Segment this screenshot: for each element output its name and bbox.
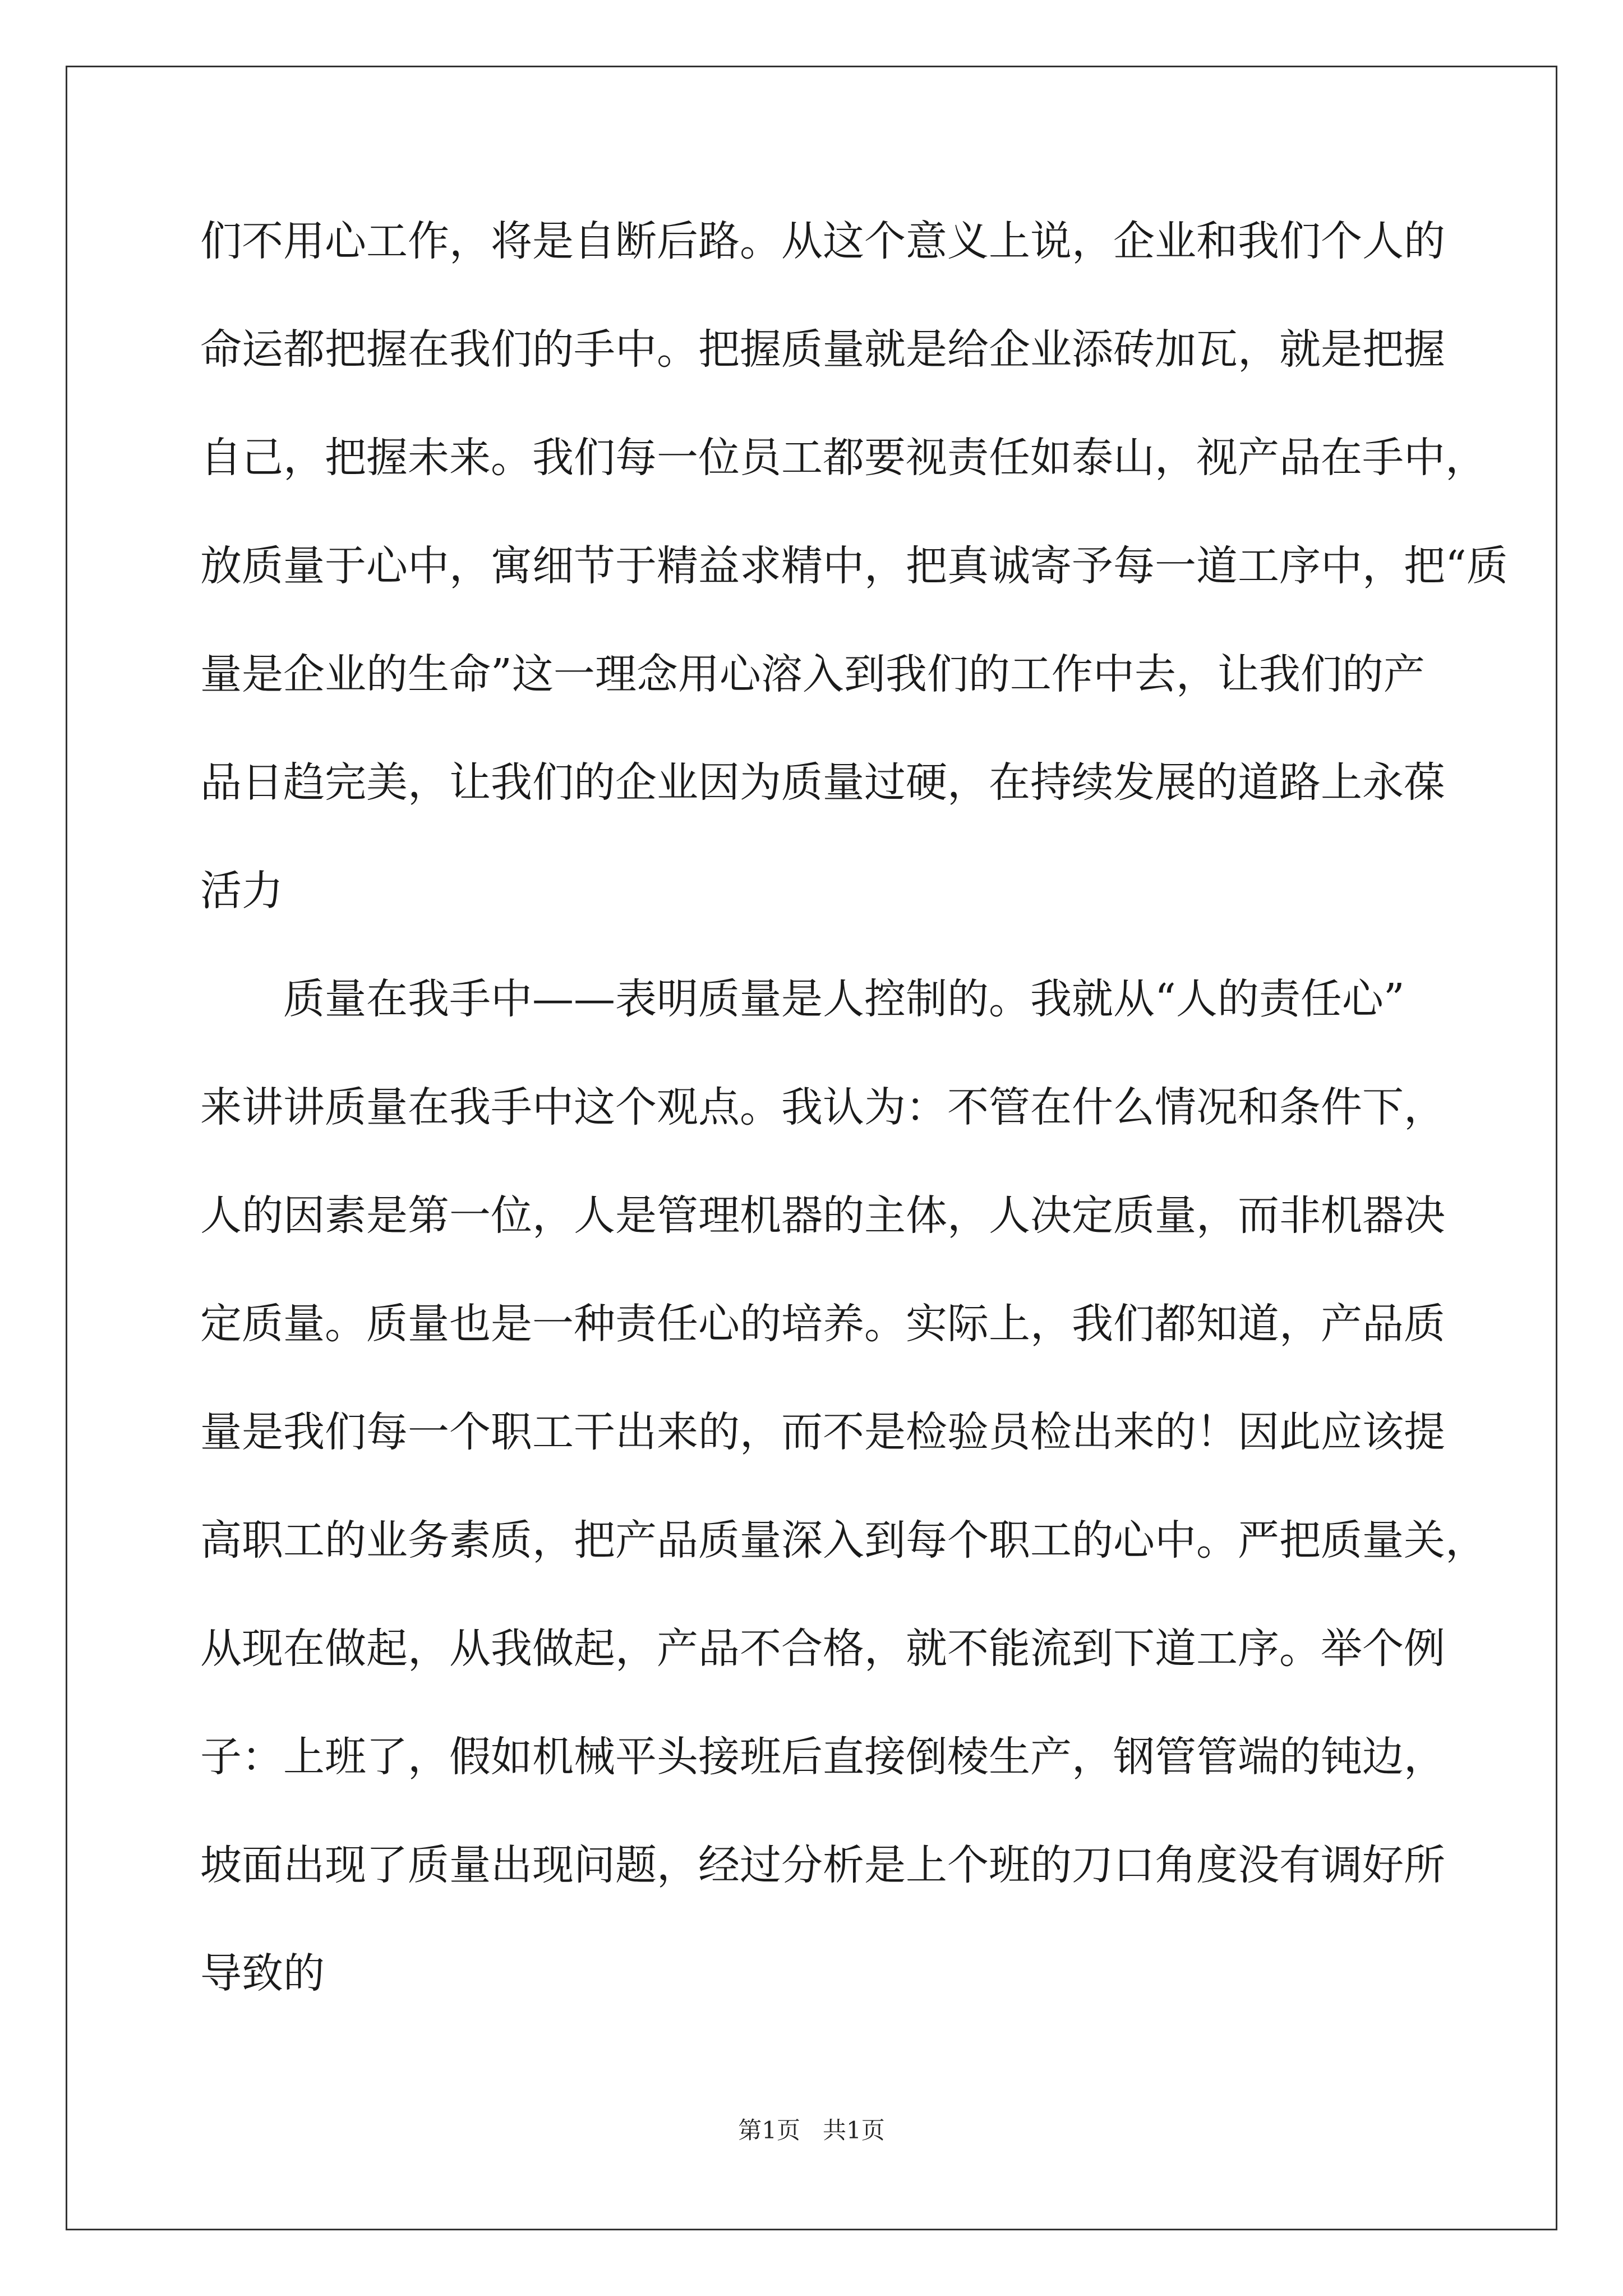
page-total: 共1页 [823, 2116, 885, 2144]
paragraph-first-line: 质量在我手中——表明质量是人控制的。我就从“人的责任心” [283, 975, 1405, 1023]
text-line: 来讲讲质量在我手中这个观点。我认为：不管在什么情况和条件下， [200, 1083, 1445, 1131]
text-line: 量是企业的生命”这一理念用心溶入到我们的工作中去，让我们的产 [200, 650, 1425, 698]
text-line: 放质量于心中，寓细节于精益求精中，把真诚寄予每一道工序中，把“质 [200, 542, 1508, 590]
text-line: 自己，把握未来。我们每一位员工都要视责任如泰山，视产品在手中， [200, 434, 1487, 482]
text-line: 导致的 [200, 1949, 325, 1998]
text-line: 坡面出现了质量出现问题，经过分析是上个班的刀口角度没有调好所 [200, 1841, 1445, 1889]
text-line: 高职工的业务素质，把产品质量深入到每个职工的心中。严把质量关， [200, 1516, 1487, 1565]
text-line: 从现在做起，从我做起，产品不合格，就不能流到下道工序。举个例 [200, 1625, 1445, 1673]
text-line: 品日趋完美，让我们的企业因为质量过硬，在持续发展的道路上永葆 [200, 758, 1445, 807]
text-line: 定质量。质量也是一种责任心的培养。实际上，我们都知道，产品质 [200, 1300, 1445, 1348]
page-number: 第1页 [738, 2116, 800, 2144]
text-line: 量是我们每一个职工干出来的，而不是检验员检出来的！因此应该提 [200, 1408, 1445, 1456]
page-footer [0, 2115, 1623, 2146]
text-line: 活力 [200, 867, 283, 915]
text-line: 子：上班了，假如机械平头接班后直接倒棱生产，钢管管端的钝边， [200, 1733, 1445, 1781]
page-border [66, 66, 1557, 2230]
text-line: 人的因素是第一位，人是管理机器的主体，人决定质量，而非机器决 [200, 1191, 1445, 1240]
text-line: 们不用心工作，将是自断后路。从这个意义上说，企业和我们个人的 [200, 217, 1445, 265]
text-line: 命运都把握在我们的手中。把握质量就是给企业添砖加瓦，就是把握 [200, 325, 1445, 374]
